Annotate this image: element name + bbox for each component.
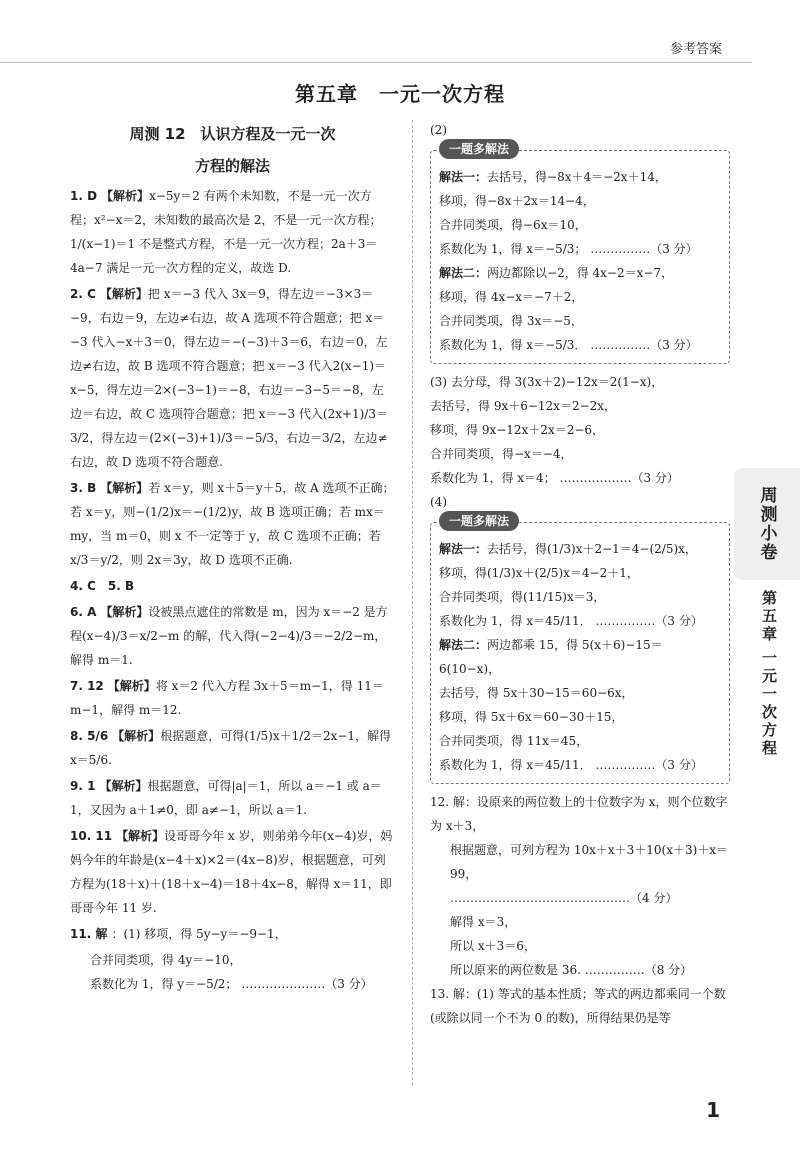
q12-line: 所以原来的两位数是 36. ……………（8 分） (450, 963, 693, 977)
method-line: 去括号，得−8x＋4＝−2x＋14， (487, 170, 667, 184)
method1-title: 解法一： (439, 170, 488, 184)
method-line: 合并同类项，得 3x＝−5， (439, 314, 583, 328)
q12-line: 所以 x＋3＝6， (450, 939, 536, 953)
answer-item (70, 600, 395, 672)
method-line: 合并同类项，得 11x＝45， (439, 734, 589, 748)
method-line: 移项，得 4x−x＝−7＋2， (439, 290, 584, 304)
method-line: 系数化为 1，得 x＝45/11． ……………（3 分） (439, 758, 703, 772)
answer-list (70, 184, 395, 946)
answer-item (70, 922, 395, 946)
answer-item (70, 774, 395, 822)
analysis-tag: 【解析】 (112, 729, 161, 743)
analysis-tag: 【解析】 (99, 779, 148, 793)
answer-item (70, 184, 395, 280)
method2-title: 解法二： (439, 638, 488, 652)
method-line: 移项，得−8x＋2x＝14−4， (439, 194, 595, 208)
answer-item (70, 574, 395, 598)
column-divider (412, 120, 413, 1085)
q12-line: 解得 x＝3， (450, 915, 517, 929)
answer-number: 8. 5/6 (70, 729, 109, 743)
answer-text: 根据题意，可得(1/5)x＋1/2＝2x−1，解得 x＝5/6. (70, 729, 392, 767)
method-line: 合并同类项，得−6x＝10， (439, 218, 587, 232)
answer-number: 2. C (70, 287, 96, 301)
method1-title: 解法一： (439, 542, 488, 556)
multi-method-badge: 一题多解法 (439, 511, 519, 531)
side-tab[interactable] (734, 468, 800, 580)
method-line: 系数化为 1，得 x＝45/11． ……………（3 分） (439, 614, 703, 628)
method-line: 去括号，得(1/3)x＋2−1＝4−(2/5)x， (487, 542, 697, 556)
part3-line: 系数化为 1，得 x＝4； ………………（3 分） (430, 471, 679, 485)
q11-line: 合并同类项，得 4y＝−10， (90, 953, 242, 967)
method-line: 去括号，得 5x＋30−15＝60−6x， (439, 686, 634, 700)
chapter-title: 第五章 一元一次方程 (295, 82, 505, 106)
part2-label: (2) (430, 123, 447, 137)
method-line: 系数化为 1，得 x＝−5/3． ……………（3 分） (439, 338, 698, 352)
section-title-line2: 方程的解法 (194, 157, 270, 175)
analysis-tag: 【解析】 (116, 829, 165, 843)
answer-number: 4. C 5. B (70, 579, 135, 593)
left-column (70, 120, 395, 996)
answer-item (70, 282, 395, 474)
right-column (430, 118, 730, 1030)
side-sub-label: 一元一次方程 (760, 650, 778, 758)
side-tab-label: 周测小卷 (756, 486, 777, 562)
analysis-tag: 【解析】 (99, 287, 148, 301)
method-line: 合并同类项，得(11/15)x＝3， (439, 590, 606, 604)
q12-line: 根据题意，可列方程为 10x＋x＋3＋10(x＋3)＋x＝99， (450, 843, 729, 881)
analysis-tag: 【解析】 (100, 481, 149, 495)
answer-item (70, 674, 395, 722)
answer-text: 将 x＝2 代入方程 3x＋5＝m−1，得 11＝m−1，解得 m＝12. (70, 679, 384, 717)
method-line: 移项，得(1/3)x＋(2/5)x＝4−2＋1， (439, 566, 639, 580)
answer-text: 设哥哥今年 x 岁，则弟弟今年(x−4)岁，妈妈今年的年龄是(x−4＋x)×2＝(4x−8)岁，根据题意，可列方程为(18＋x)＋(18＋x−4)＝18＋4x−8，解得 x＝11，即哥哥今年 11 岁. (70, 829, 393, 915)
answer-text: 把 x＝−3 代入 3x＝9，得左边＝−3×3＝−9，右边＝9，左边≠右边，故 A 选项不符合题意；把 x＝−3 代入−x＋3＝0，得左边＝−(−3)＋3＝6，右边＝0，左边≠右边，故 B 选项不符合题意；把 x＝−3 代入2(x−1)＝x−5，得左边＝2×(−3−1)＝−8，右边＝−3−5＝−8，左边＝右边，故 C 选项符合题意；把 x＝−3 代入(2x+1)/3＝3/2，得左边＝(2×(−3)+1)/3＝−5/3，右边＝3/2，左边≠右边，故 D 选项不符合题意. (70, 287, 389, 469)
q12-line: ………………………………………（4 分） (450, 891, 678, 905)
analysis-tag: 【解析】 (101, 189, 150, 203)
answer-item (70, 476, 395, 572)
multi-method-badge: 一题多解法 (439, 139, 519, 159)
page-number: 1 (706, 1098, 720, 1122)
method-line: 移项，得 5x＋6x＝60−30＋15， (439, 710, 624, 724)
analysis-tag: 【解析】 (100, 605, 149, 619)
answer-number: 6. A (70, 605, 97, 619)
answer-item (70, 724, 395, 772)
answer-text: 根据题意，可得|a|＝1，所以 a＝−1 或 a＝1，又因为 a＋1≠0，即 a≠−1，所以 a＝1. (70, 779, 382, 817)
part3-line: 移项，得 9x−12x＋2x＝2−6， (430, 423, 605, 437)
multi-method-box (430, 142, 730, 364)
answer-text: ：(1) 移项，得 5y−y＝−9−1， (111, 927, 287, 941)
answer-number: 3. B (70, 481, 97, 495)
method-line: 系数化为 1，得 x＝−5/3； ……………（3 分） (439, 242, 698, 256)
part3-line: 去括号，得 9x＋6−12x＝2−2x， (430, 399, 617, 413)
section-title-line1: 周测 12 认识方程及一元一次 (129, 125, 336, 143)
q12-line: 12. 解：设原来的两位数上的十位数字为 x，则个位数字为 x＋3， (430, 795, 728, 833)
side-chapter-label: 第五章 (760, 590, 778, 644)
answer-text: 设被黑点遮住的常数是 m，因为 x＝−2 是方程(x−4)/3＝x/2−m 的解，代入得(−2−4)/3＝−2/2−m，解得 m＝1. (70, 605, 388, 667)
header-divider (0, 62, 752, 63)
answer-number: 1. D (70, 189, 98, 203)
answer-number: 10. 11 (70, 829, 113, 843)
q13-line: 13. 解：(1) 等式的基本性质；等式的两边都乘同一个数(或除以同一个不为 0 的数)，所得结果仍是等 (430, 987, 726, 1025)
part3-line: (3) 去分母，得 3(3x＋2)−12x＝2(1−x)， (430, 375, 664, 389)
multi-method-box (430, 514, 730, 784)
answer-text: x−5y＝2 有两个未知数，不是一元一次方程；x²−x＝2，未知数的最高次是 2，不是一元一次方程；1/(x−1)＝1 不是整式方程，不是一元一次方程；2a＋3＝4a−7 满足一元一次方程的定义，故选 D. (70, 189, 382, 275)
part4-label: (4) (430, 495, 447, 509)
q11-line: 系数化为 1，得 y＝−5/2； …………………（3 分） (90, 977, 373, 991)
answer-number: 9. 1 (70, 779, 96, 793)
answer-number: 7. 12 (70, 679, 104, 693)
answer-text: 若 x＝y，则 x＋5＝y＋5，故 A 选项不正确；若 x＝y，则−(1/2)x＝−(1/2)y，故 B 选项正确；若 mx＝my，当 m＝0，则 x 不一定等于 y，故 C 选项不正确；若 x/3＝y/2，则 2x＝3y，故 D 选项不正确. (70, 481, 395, 567)
answer-item (70, 824, 395, 920)
part3-line: 合并同类项，得−x＝−4， (430, 447, 573, 461)
method-line: 两边都乘 15，得 5(x＋6)−15＝6(10−x)， (439, 638, 663, 676)
method2-title: 解法二： (439, 266, 488, 280)
analysis-tag: 【解析】 (107, 679, 156, 693)
answer-number: 11. 解 (70, 927, 108, 941)
header-answer-label: 参考答案 (669, 42, 722, 57)
method-line: 两边都除以−2，得 4x−2＝x−7， (487, 266, 674, 280)
